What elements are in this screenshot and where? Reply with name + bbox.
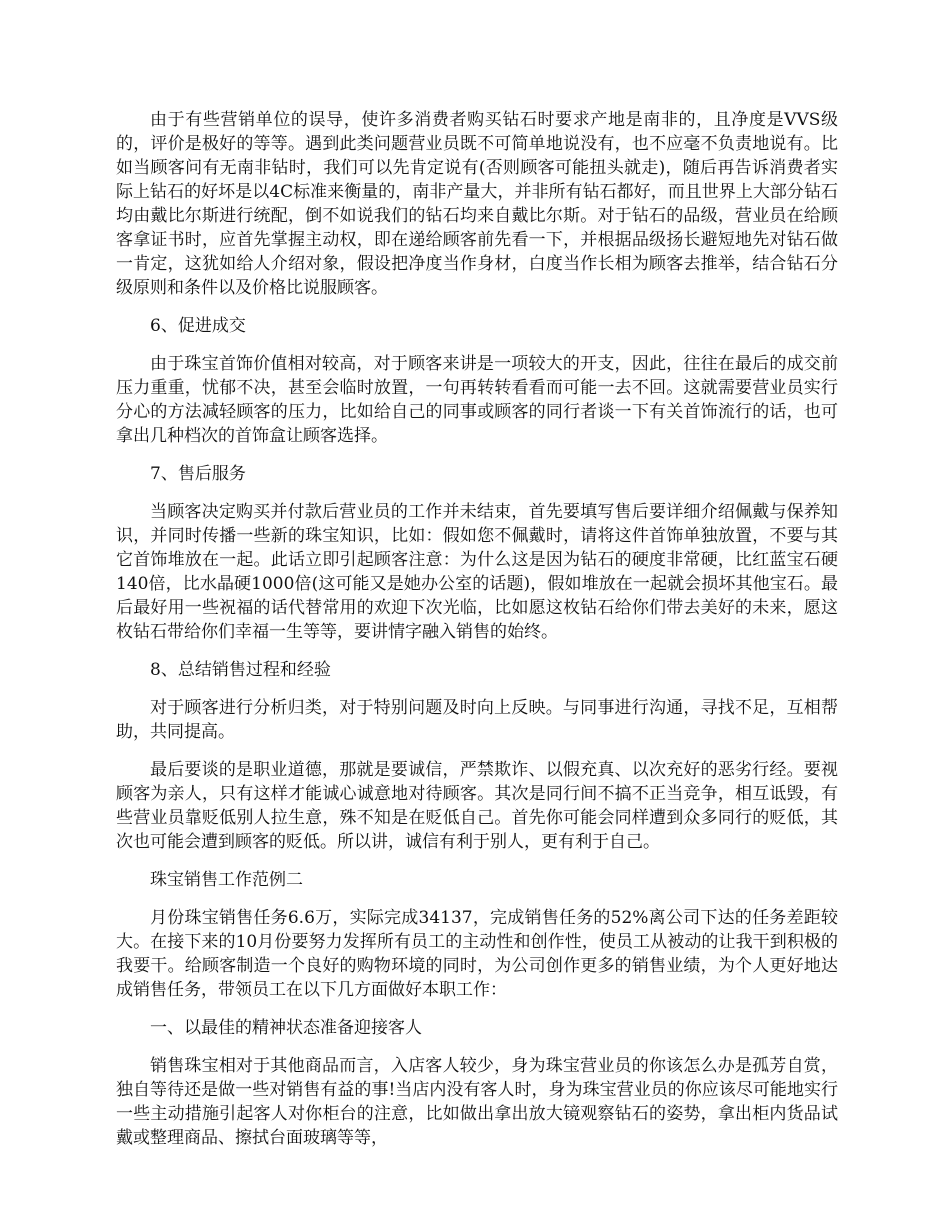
heading-best-spirit: 一、以最佳的精神状态准备迎接客人 — [150, 1018, 422, 1038]
paragraph-ethics: 最后要谈的是职业道德，那就是要诚信，严禁欺诈、以假充真、以次充好的恶劣行经。要视顾客为亲人，只有这样才能诚心诚意地对待顾客。其次是同行间不搞不正当竞争，相互诋毁，有些营业员靠贬低别人拉生意，殊不知是在贬低自己。首先你可能会同样遭到众多同行的贬低，其次也可能会遭到顾客的贬低。所以讲，诚信有利于别人，更有利于自己。 — [116, 760, 838, 852]
heading-example-two: 珠宝销售工作范例二 — [150, 870, 303, 890]
paragraph-closing-deal: 由于珠宝首饰价值相对较高，对于顾客来讲是一项较大的开支，因此，往往在最后的成交前压力重重，忧郁不决，甚至会临时放置，一句再转转看看而可能一去不回。这就需要营业员实行分心的方法减轻顾客的压力，比如给自己的同事或顾客的同行者谈一下有关首饰流行的话，也可拿出几种档次的首饰盒让顾客选择。 — [116, 354, 838, 446]
heading-after-sales: 7、售后服务 — [150, 464, 246, 484]
paragraph-summary: 对于顾客进行分析归类，对于特别问题及时向上反映。与同事进行沟通，寻找不足，互相帮助，共同提高。 — [116, 698, 838, 742]
heading-summary: 8、总结销售过程和经验 — [150, 660, 331, 680]
paragraph-diamond-origin: 由于有些营销单位的误导，使许多消费者购买钻石时要求产地是南非的，且净度是VVS级的，评价是极好的等等。遇到此类问题营业员既不可简单地说没有，也不应毫不负责地说有。比如当顾客问有无南非钻时，我们可以先肯定说有(否则顾客可能扭头就走)，随后再告诉消费者实际上钻石的好坏是以4C标准来衡量的，南非产量大，并非所有钻石都好，而且世界上大部分钻石均由戴比尔斯进行统配，倒不如说我们的钻石均来自戴比尔斯。对于钻石的品级，营业员在给顾客拿证书时，应首先掌握主动权，即在递给顾客前先看一下，并根据品级扬长避短地先对钻石做一肯定，这犹如给人介绍对象，假设把净度当作身材，白度当作长相为顾客去推举，结合钻石分级原则和条件以及价格比说服顾客。 — [116, 110, 838, 298]
paragraph-after-sales: 当顾客决定购买并付款后营业员的工作并未结束，首先要填写售后要详细介绍佩戴与保养知识，并同时传播一些新的珠宝知识，比如：假如您不佩戴时，请将这件首饰单独放置，不要与其它首饰堆放在一起。此话立即引起顾客注意：为什么这是因为钻石的硬度非常硬，比红蓝宝石硬140倍，比水晶硬1000倍(这可能又是她办公室的话题)，假如堆放在一起就会损坏其他宝石。最后最好用一些祝福的话代替常用的欢迎下次光临，比如愿这枚钻石给你们带去美好的未来，愿这枚钻石带给你们幸福一生等等，要讲情字融入销售的始终。 — [116, 502, 838, 642]
document-body — [116, 108, 838, 1164]
heading-closing-deal: 6、促进成交 — [150, 316, 246, 336]
paragraph-best-spirit: 销售珠宝相对于其他商品而言，入店客人较少，身为珠宝营业员的你该怎么办是孤芳自赏，独自等待还是做一些对销售有益的事!当店内没有客人时，身为珠宝营业员的你应该尽可能地实行一些主动措施引起客人对你柜台的注意，比如做出拿出放大镜观察钻石的姿势，拿出柜内货品试戴或整理商品、擦拭台面玻璃等等， — [116, 1056, 838, 1148]
paragraph-sales-target: 月份珠宝销售任务6.6万，实际完成34137，完成销售任务的52%离公司下达的任务差距较大。在接下来的10月份要努力发挥所有员工的主动性和创作性，使员工从被动的让我干到积极的我要干。给顾客制造一个良好的购物环境的同时，为公司创作更多的销售业绩，为个人更好地达成销售任务，带领员工在以下几方面做好本职工作： — [116, 908, 838, 1000]
